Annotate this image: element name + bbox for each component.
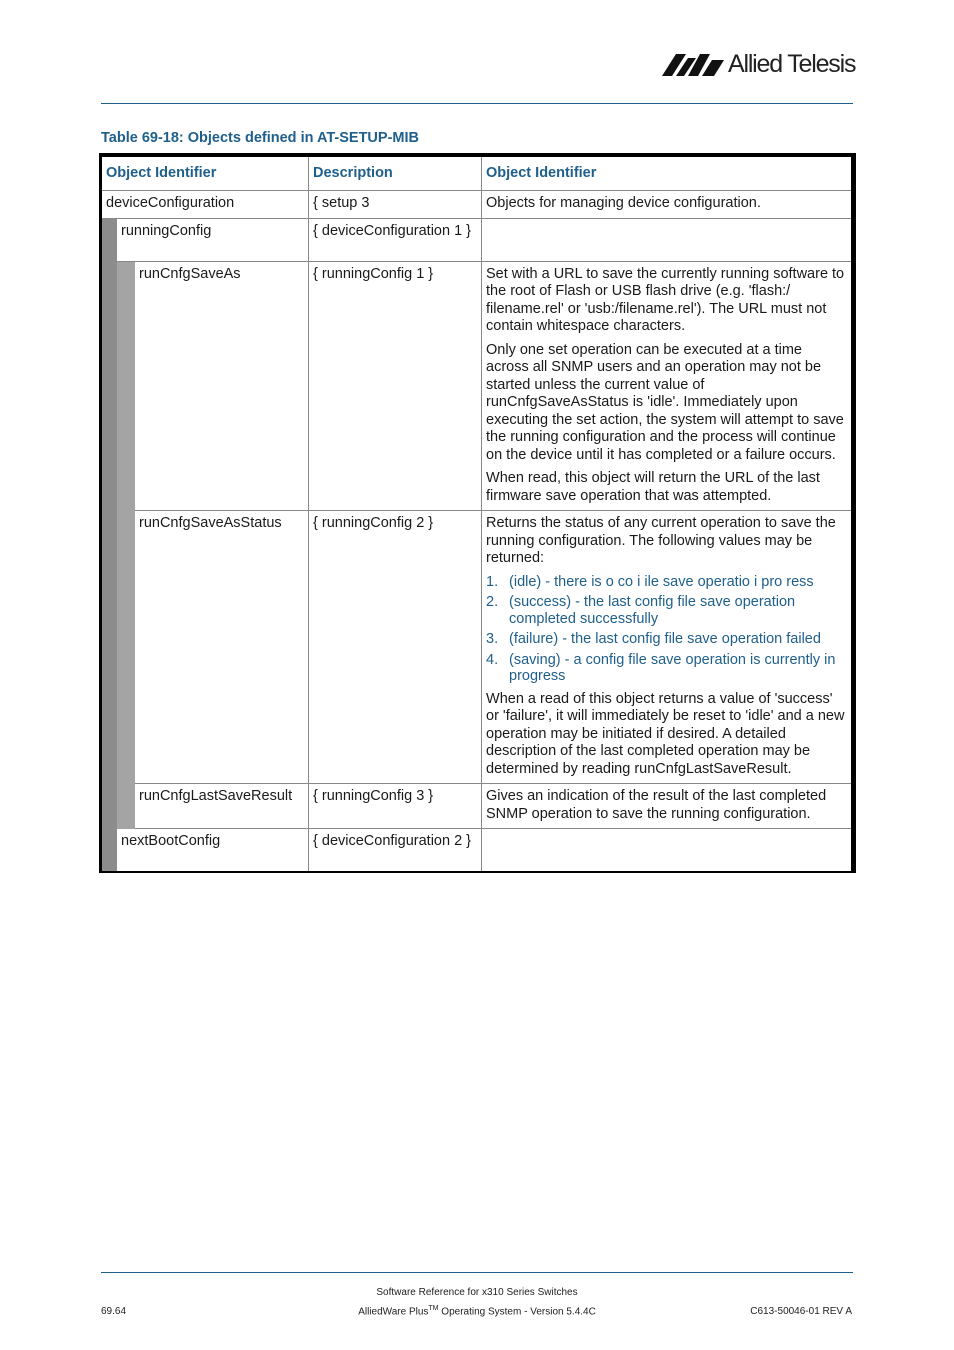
object-name: runningConfig [117, 218, 309, 261]
trademark-mark: TM [428, 1305, 439, 1312]
description-paragraph: Objects for managing device configuration. [486, 195, 761, 211]
table-caption: Table 69-18: Objects defined in AT-SETUP-MIB [101, 130, 419, 146]
object-name: runCnfgSaveAs [135, 261, 309, 511]
object-oid: { runningConfig 1 } [309, 261, 482, 511]
list-text: (saving) - a config file save operation is currently in progress [509, 651, 836, 684]
object-name: runCnfgSaveAsStatus [135, 511, 309, 784]
object-description [482, 829, 854, 872]
list-text: (success) - the last config file save operation completed successfully [509, 594, 796, 627]
object-description [482, 511, 854, 784]
header-object-identifier: Object Identifier [101, 155, 309, 191]
object-oid: { deviceConfiguration 2 } [309, 829, 482, 872]
object-oid: { runningConfig 3 } [309, 784, 482, 829]
table-row [101, 829, 854, 872]
object-description [482, 261, 854, 511]
object-name: deviceConfiguration [101, 191, 309, 219]
indent-bar [101, 261, 117, 511]
indent-bar [101, 829, 117, 872]
table-row [101, 784, 854, 829]
list-number: 2. [486, 594, 499, 610]
list-number: 1. [486, 573, 499, 590]
list-number: 3. [486, 631, 499, 647]
footer-rule [101, 1272, 853, 1273]
list-text: (idle) - there is o co i ile save operatio i pro ress [509, 573, 814, 590]
header-rule [101, 103, 853, 104]
object-description [482, 191, 854, 219]
status-values-list [486, 574, 847, 685]
mib-objects-table [99, 153, 856, 873]
object-name: runCnfgLastSaveResult [135, 784, 309, 829]
indent-bar [101, 784, 117, 829]
list-item [486, 631, 847, 648]
allied-telesis-logo [662, 50, 854, 80]
description-paragraph: Returns the status of any current operation to save the running configuration. The following values may be returned: [486, 515, 836, 566]
table-row [101, 218, 854, 261]
description-paragraph: Set with a URL to save the currently running software to the root of Flash or USB flash drive (e.g. 'flash:/ filename.rel' or 'usb:/filename.rel'). The URL must not contain whitespace characters. [486, 265, 845, 334]
indent-bar-level-2 [117, 784, 135, 829]
object-oid: { deviceConfiguration 1 } [309, 218, 482, 261]
object-oid: { setup 3 [309, 191, 482, 219]
description-paragraph: When read, this object will return the URL of the last firmware save operation that was attempted. [486, 470, 820, 504]
table-row [101, 261, 854, 511]
object-description [482, 218, 854, 261]
header-description: Description [309, 155, 482, 191]
description-paragraph: Gives an indication of the result of the last completed SNMP operation to save the running configuration. [486, 788, 827, 822]
list-text: (failure) - the last config file save operation failed [509, 631, 821, 647]
object-description [482, 784, 854, 829]
indent-bar-level-2 [117, 511, 135, 784]
list-item [486, 574, 847, 591]
indent-bar-level-2 [117, 261, 135, 511]
product-name: AlliedWare Plus [358, 1306, 429, 1318]
list-number: 4. [486, 651, 499, 668]
list-item [486, 594, 847, 627]
header-object-identifier-2: Object Identifier [482, 155, 854, 191]
document-id: C613-50046-01 REV A [750, 1306, 852, 1317]
indent-bar [101, 511, 117, 784]
product-version: Operating System - Version 5.4.4C [438, 1306, 596, 1318]
description-paragraph: Only one set operation can be executed at a time across all SNMP users and an operation may not be started unless the current value of runCnfgSaveAsStatus is 'idle'. Immediately upon executing the set action, the system will attempt to save the running configuration and the process will continue on the device until it has completed or a failure occurs. [486, 341, 844, 463]
logo-mark-icon [662, 54, 724, 76]
table-header-row [101, 155, 854, 191]
object-oid: { runningConfig 2 } [309, 511, 482, 784]
logo-text: Allied Telesis [728, 50, 856, 78]
page-number: 69.64 [101, 1306, 127, 1317]
object-name: nextBootConfig [117, 829, 309, 872]
footer-title: Software Reference for x310 Series Switches [376, 1287, 578, 1298]
description-paragraph: When a read of this object returns a value of 'success' or 'failure', it will immediately be reset to 'idle' and a new operation may be initiated if desired. A detailed description of the last completed operation may be determined by reading runCnfgLastSaveResult. [486, 690, 845, 777]
indent-bar [101, 218, 117, 261]
table-row [101, 191, 854, 219]
table-row [101, 511, 854, 784]
list-item [486, 652, 847, 685]
